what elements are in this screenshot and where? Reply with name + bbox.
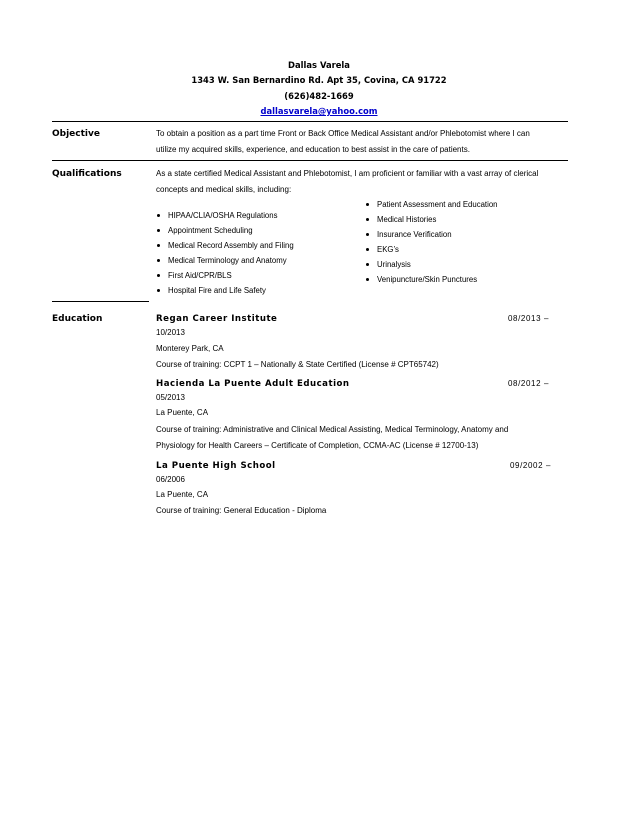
list-item: Venipuncture/Skin Punctures: [365, 272, 498, 287]
list-item: Urinalysis: [365, 257, 498, 272]
school-name: Regan Career Institute: [156, 314, 278, 324]
date-start: 08/2012 –: [508, 379, 549, 388]
date-end: 05/2013: [156, 393, 185, 402]
applicant-email-link[interactable]: dallasvarela@yahoo.com: [260, 106, 378, 116]
course-line: Course of training: CCPT 1 – Nationally & State Certified (License # CPT65742): [156, 360, 439, 369]
date-end: 06/2006: [156, 475, 185, 484]
applicant-phone: (626)482-1669: [284, 91, 354, 101]
list-item: Hospital Fire and Life Safety: [156, 283, 294, 298]
list-item: Insurance Verification: [365, 227, 498, 242]
list-item: Patient Assessment and Education: [365, 197, 498, 212]
qualifications-intro-line-2: concepts and medical skills, including:: [156, 185, 292, 194]
objective-line-1: To obtain a position as a part time Front or Back Office Medical Assistant and/or Phlebotomist where I can: [156, 129, 530, 138]
qualifications-intro-line-1: As a state certified Medical Assistant and Phlebotomist, I am proficient or familiar with a vast array of clerical: [156, 169, 539, 178]
date-start: 09/2002 –: [510, 461, 551, 470]
course-line: Course of training: Administrative and Clinical Medical Assisting, Medical Terminology, Anatomy and: [156, 425, 509, 434]
list-item: First Aid/CPR/BLS: [156, 268, 294, 283]
list-item: Medical Histories: [365, 212, 498, 227]
applicant-address: 1343 W. San Bernardino Rd. Apt 35, Covina, CA 91722: [191, 75, 447, 85]
school-location: La Puente, CA: [156, 408, 209, 417]
list-item: Appointment Scheduling: [156, 223, 294, 238]
date-end: 10/2013: [156, 328, 185, 337]
list-item: Medical Terminology and Anatomy: [156, 253, 294, 268]
school-location: La Puente, CA: [156, 490, 209, 499]
list-item: HIPAA/CLIA/OSHA Regulations: [156, 208, 294, 223]
objective-line-2: utilize my acquired skills, experience, and education to best assist in the care of patients.: [156, 145, 470, 154]
list-item: Medical Record Assembly and Filing: [156, 238, 294, 253]
qualifications-divider: [52, 301, 149, 302]
school-name: Hacienda La Puente Adult Education: [156, 379, 350, 389]
skills-list-right: [365, 197, 498, 287]
date-start: 08/2013 –: [508, 314, 549, 323]
objective-heading: Objective: [52, 129, 100, 139]
school-location: Monterey Park, CA: [156, 344, 224, 353]
applicant-name: Dallas Varela: [288, 60, 350, 70]
course-line: Course of training: General Education - Diploma: [156, 506, 327, 515]
qualifications-heading: Qualifications: [52, 169, 122, 179]
course-line: Physiology for Health Careers – Certificate of Completion, CCMA-AC (License # 12700-13): [156, 441, 479, 450]
education-heading: Education: [52, 314, 103, 324]
skills-list-left: [156, 208, 294, 298]
school-name: La Puente High School: [156, 461, 276, 471]
objective-divider: [52, 160, 568, 161]
list-item: EKG’s: [365, 242, 498, 257]
header-divider: [52, 121, 568, 122]
